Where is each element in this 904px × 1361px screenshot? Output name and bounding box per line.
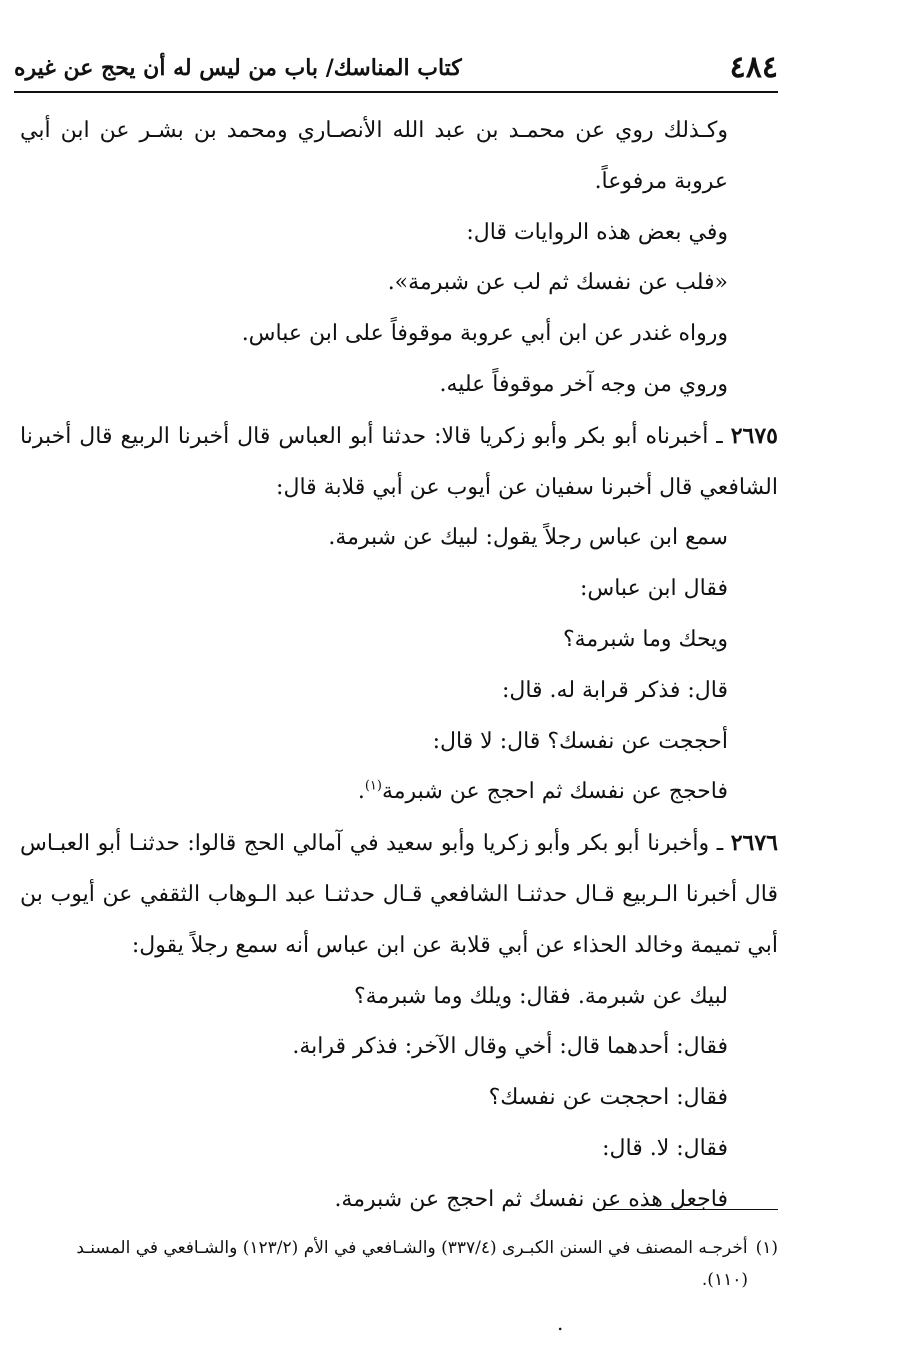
- paragraph: سمع ابن عباس رجلاً يقول: لبيك عن شبرمة.: [328, 525, 728, 551]
- paragraph: وروي من وجه آخر موقوفاً عليه.: [439, 371, 728, 397]
- paragraph: [20, 767, 778, 818]
- paragraph-text: فاحجج عن نفسك ثم احجج عن شبرمة: [381, 779, 728, 805]
- running-title: كتاب المناسك/ باب من ليس له أن يحج عن غيره: [14, 55, 462, 81]
- paragraph: وفي بعض هذه الروايات قال:: [466, 219, 728, 245]
- page-number: ٤٨٤: [729, 50, 778, 85]
- hadith-text: ـ وأخبرنا أبو بكر وأبو زكريا وأبو سعيد في آمالي الحج قالوا: حدثنـا أبو العبـاس قال أخبرنا الـربيع قـال حدثنـا الشافعي قـال حدثنـا عبد الـوهاب الثقفي عن أيوب بن أبي تميمة وخالد الحذاء عن أبي قلابة عن ابن عباس أنه سمع رجلاً يقول:: [20, 831, 778, 958]
- footnote-line: [20, 1232, 778, 1264]
- paragraph: فقال: أحدهما قال: أخي وقال الآخر: فذكر قرابة.: [292, 1034, 728, 1060]
- paragraph: وكـذلك روي عن محمـد بن عبد الله الأنصـاري ومحمد بن بشـر عن ابن أبي عروبة مرفوعاً.: [20, 118, 728, 194]
- hadith-number: ٢٦٧٥: [730, 422, 778, 449]
- paragraph: فاجعل هذه عن نفسك ثم احجج عن شبرمة.: [334, 1186, 728, 1212]
- footnote-marker: (١): [755, 1238, 778, 1258]
- paragraph: فقال: لا. قال:: [602, 1135, 728, 1161]
- hadith-paragraph: [20, 411, 778, 514]
- paragraph: لبيك عن شبرمة. فقال: ويلك وما شبرمة؟: [353, 983, 728, 1009]
- paragraph: فقال ابن عباس:: [579, 576, 728, 602]
- paragraph: «فلب عن نفسك ثم لب عن شبرمة».: [387, 270, 728, 296]
- paragraph: ويحك وما شبرمة؟: [562, 626, 728, 652]
- hadith-text: ـ أخبرناه أبو بكر وأبو زكريا قالا: حدثنا أبو العباس قال أخبرنا الربيع قال أخبرنا الشافعي قال أخبرنا سفيان عن أيوب عن أبي قلابة قال:: [20, 423, 778, 500]
- header-rule: [14, 91, 778, 93]
- page-dot: .: [557, 1311, 564, 1335]
- paragraph: أحججت عن نفسك؟ قال: لا قال:: [432, 728, 728, 754]
- footnote-rule: [596, 1209, 778, 1210]
- paragraph-end: .: [357, 779, 365, 805]
- page-header: [14, 50, 778, 86]
- paragraph: قال: فذكر قرابة له. قال:: [501, 677, 728, 703]
- main-text: [20, 106, 778, 1226]
- footnote-text: أخرجـه المصنف في السنن الكبـرى (٣٣٧/٤) والشـافعي في الأم (١٢٣/٢) والشـافعي في المسنـد: [76, 1238, 748, 1258]
- paragraph: فقال: احججت عن نفسك؟: [488, 1085, 728, 1111]
- hadith-number: ٢٦٧٦: [730, 830, 778, 857]
- footnote-reference[interactable]: (١): [364, 779, 382, 795]
- paragraph: ورواه غندر عن ابن أبي عروبة موقوفاً على ابن عباس.: [241, 321, 728, 347]
- footnote-line: (١١٠).: [701, 1270, 748, 1290]
- footnote: [20, 1232, 778, 1296]
- hadith-paragraph: [20, 818, 778, 971]
